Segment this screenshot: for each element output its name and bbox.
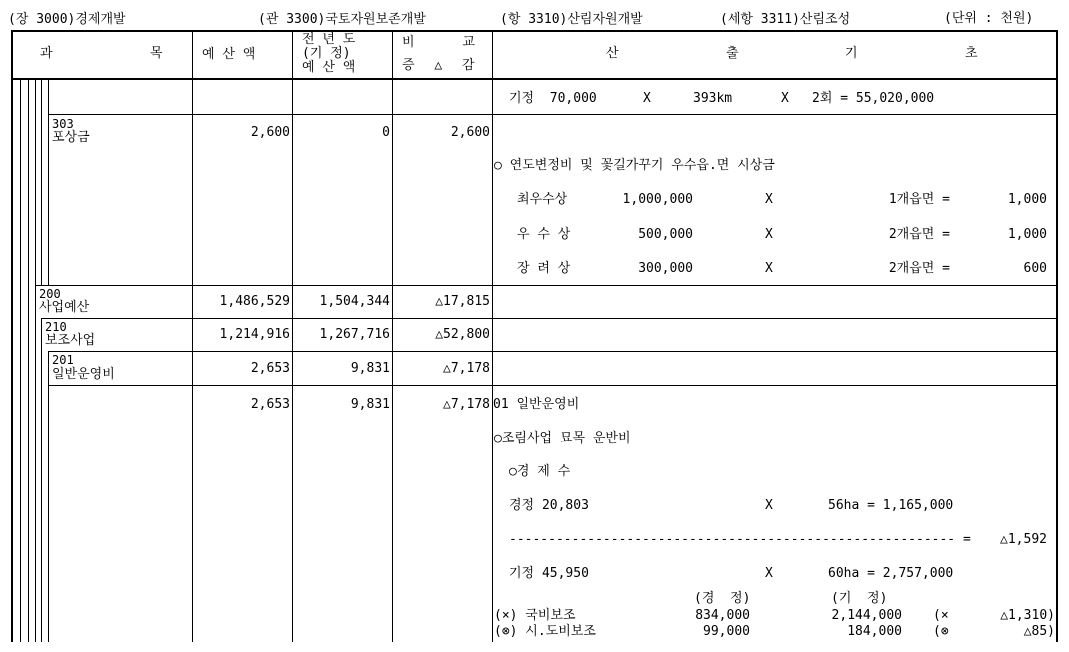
basis-title: ○ 연도변정비 및 꽃길가꾸기 우수읍.면 시상금 <box>494 158 775 173</box>
column-separator <box>492 30 493 642</box>
item-code: 201 <box>52 353 74 367</box>
row-divider <box>48 114 1058 115</box>
hierarchy-bar <box>41 318 42 642</box>
header-basis-1: 산 <box>606 46 619 61</box>
subsidy-d: △1,310) <box>1000 608 1055 623</box>
table-right-border <box>1056 30 1058 642</box>
header-basis-3: 기 <box>845 46 858 61</box>
subsidy-c: (⊗ <box>933 624 949 639</box>
subsidy-label: (×) 국비보조 <box>494 608 576 623</box>
subsidy-a: 99,000 <box>703 624 750 639</box>
award-label: 최우수상 <box>517 192 568 207</box>
award-total: 1,000 <box>1007 227 1047 242</box>
table-top-border <box>11 30 1058 32</box>
basis-text: 393km <box>693 91 733 106</box>
basis-text: 2회 = 55,020,000 <box>812 91 935 106</box>
subsidy-c: (× <box>933 608 949 623</box>
subsidy-b: 184,000 <box>847 624 902 639</box>
sehang-label: (세항 3311)산림조성 <box>720 12 851 27</box>
diff-value: △7,178 <box>443 361 490 376</box>
item-code: 200 <box>39 287 61 301</box>
basis-text: 기정 45,950 <box>509 566 589 581</box>
award-label: 우 수 상 <box>517 227 571 242</box>
column-separator <box>292 30 293 642</box>
budget-value: 2,653 <box>250 361 290 376</box>
header-prev-2: (기 정) <box>302 46 351 61</box>
basis-text: 60ha = 2,757,000 <box>828 566 954 581</box>
subcol-head-b: (기 정) <box>831 591 888 606</box>
dash-separator: --------------------------------------------------------- = <box>509 532 971 547</box>
award-label: 장 려 상 <box>517 261 571 276</box>
header-item-2: 목 <box>150 46 163 61</box>
award-count: 2개읍면 = <box>888 261 950 276</box>
basis-multiplier: X <box>765 227 773 242</box>
basis-subtitle: ○경 제 수 <box>509 464 571 479</box>
item-name: 포상금 <box>52 130 90 145</box>
prev-value: 1,267,716 <box>319 327 390 342</box>
header-item-1: 과 <box>40 46 53 61</box>
award-total: 1,000 <box>1007 192 1047 207</box>
basis-multiplier: X <box>765 261 773 276</box>
award-amount: 300,000 <box>638 261 693 276</box>
hierarchy-bar <box>35 78 36 642</box>
row-divider <box>48 351 1058 352</box>
table-left-border <box>11 30 13 642</box>
header-compare-1: 비 교 <box>402 35 475 50</box>
header-prev-1: 전 년 도 <box>302 32 356 47</box>
item-code: 210 <box>45 320 67 334</box>
award-total: 600 <box>1023 261 1047 276</box>
item-name: 보조사업 <box>45 333 96 348</box>
award-count: 1개읍면 = <box>888 192 950 207</box>
header-basis-2: 출 <box>726 46 739 61</box>
basis-multiplier: X <box>781 91 789 106</box>
hang-label: (항 3310)산림자원개발 <box>500 12 643 27</box>
basis-multiplier: X <box>765 192 773 207</box>
hierarchy-bar <box>28 78 29 642</box>
header-basis-4: 초 <box>965 46 978 61</box>
unit-label: (단위 : 천원) <box>944 11 1034 26</box>
basis-multiplier: X <box>643 91 651 106</box>
header-bottom-border <box>11 78 1058 80</box>
basis-text: 기정 70,000 <box>509 91 597 106</box>
basis-multiplier: X <box>765 498 773 513</box>
item-name: 사업예산 <box>39 300 90 315</box>
award-amount: 500,000 <box>638 227 693 242</box>
hierarchy-bar <box>20 78 21 642</box>
subsidy-b: 2,144,000 <box>831 608 902 623</box>
gwan-label: (관 3300)국토자원보존개발 <box>258 12 426 27</box>
row-divider <box>41 318 1058 319</box>
prev-value: 1,504,344 <box>319 294 390 309</box>
hierarchy-bar <box>41 78 42 285</box>
dash-value: △1,592 <box>1000 532 1047 547</box>
row-divider <box>48 385 1058 386</box>
basis-head: 01 일반운영비 <box>493 397 580 412</box>
hierarchy-bar <box>48 351 49 642</box>
column-separator <box>192 30 193 642</box>
budget-value: 1,486,529 <box>219 294 290 309</box>
item-name: 일반운영비 <box>52 367 115 382</box>
budget-value: 2,600 <box>250 125 290 140</box>
subsidy-label: (⊗) 시.도비보조 <box>494 624 596 639</box>
prev-value: 9,831 <box>350 361 390 376</box>
basis-title: ○조림사업 묘목 운반비 <box>494 431 631 446</box>
budget-value: 2,653 <box>250 397 290 412</box>
budget-value: 1,214,916 <box>219 327 290 342</box>
subsidy-d: △85) <box>1023 624 1055 639</box>
header-prev-3: 예 산 액 <box>302 60 356 75</box>
diff-value: 2,600 <box>450 125 490 140</box>
basis-multiplier: X <box>765 566 773 581</box>
header-compare-2: 증 △ 감 <box>402 58 475 73</box>
item-code: 303 <box>52 117 74 131</box>
column-separator <box>392 30 393 642</box>
basis-text: 56ha = 1,165,000 <box>828 498 954 513</box>
basis-text: 경정 20,803 <box>509 498 589 513</box>
diff-value: △52,800 <box>435 327 490 342</box>
row-divider <box>35 285 1058 286</box>
hierarchy-bar <box>48 78 49 285</box>
award-count: 2개읍면 = <box>888 227 950 242</box>
jang-label: (장 3000)경제개발 <box>8 12 126 27</box>
header-budget: 예 산 액 <box>202 47 256 62</box>
subcol-head-a: (경 정) <box>694 591 751 606</box>
prev-value: 9,831 <box>350 397 390 412</box>
award-amount: 1,000,000 <box>622 192 693 207</box>
diff-value: △7,178 <box>443 397 490 412</box>
prev-value: 0 <box>382 125 390 140</box>
subsidy-a: 834,000 <box>695 608 750 623</box>
diff-value: △17,815 <box>435 294 490 309</box>
